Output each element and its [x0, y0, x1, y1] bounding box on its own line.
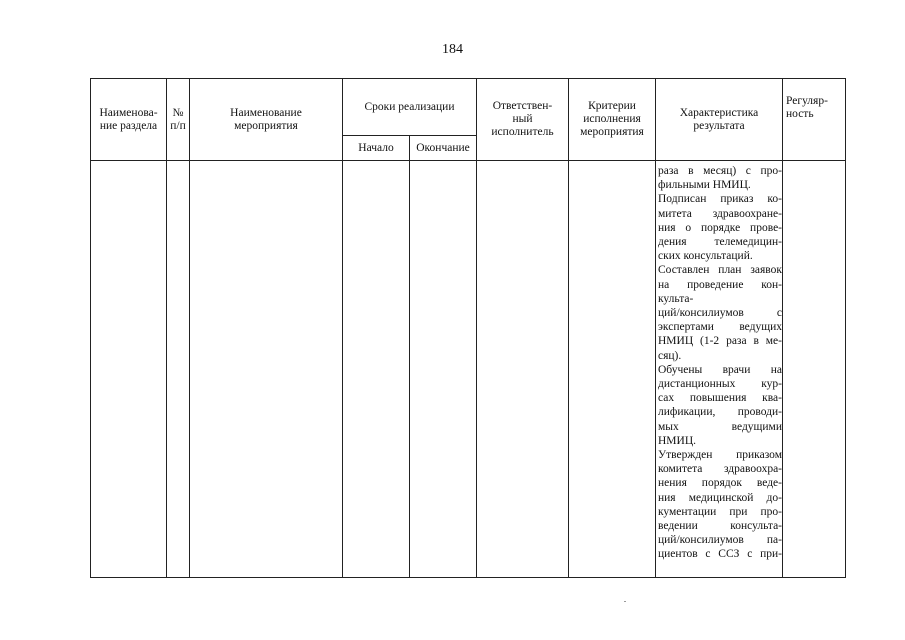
- result-line: кументации при про-: [658, 505, 782, 518]
- result-line: Утвержден приказом: [658, 449, 782, 462]
- result-line: НМИЦ (1-2 раза в ме-: [658, 335, 782, 348]
- cell-responsible: [477, 161, 569, 578]
- result-line: лификации, проводи-: [658, 406, 782, 419]
- result-line: дения телемедицин-: [658, 236, 782, 249]
- result-line: циентов с ССЗ с при-: [658, 548, 782, 561]
- result-line: на проведение кон-: [658, 278, 782, 291]
- header-number: № п/п: [167, 79, 190, 161]
- result-line: ния медицинской до-: [658, 491, 782, 504]
- header-responsible: Ответствен- ный исполнитель: [477, 79, 569, 161]
- result-line: ций/консилиумов с: [658, 307, 782, 320]
- result-line: фильными НМИЦ.: [658, 179, 751, 192]
- header-timeline: Сроки реализации: [343, 79, 477, 136]
- scan-speck: [624, 601, 626, 602]
- cell-result: [656, 161, 783, 578]
- result-line: культа-: [658, 292, 694, 305]
- result-line: ских консультаций.: [658, 250, 753, 263]
- result-line: Подписан приказ ко-: [658, 193, 782, 206]
- result-line: НМИЦ.: [658, 434, 697, 447]
- result-line: комитета здравоохра-: [658, 463, 782, 476]
- cell-criteria: [569, 161, 656, 578]
- result-line: митета здравоохране-: [658, 207, 782, 220]
- header-regularity: Регуляр- ность: [783, 79, 846, 161]
- result-text: [658, 164, 782, 562]
- cell-section-name: [91, 161, 167, 578]
- cell-end: [410, 161, 477, 578]
- header-section-name: Наименова- ние раздела: [91, 79, 167, 161]
- result-line: ведении консульта-: [658, 520, 782, 533]
- activities-table: [90, 78, 846, 578]
- cell-regularity: [783, 161, 846, 578]
- header-criteria: Критерии исполнения мероприятия: [569, 79, 656, 161]
- result-line: мых ведущими: [658, 420, 782, 433]
- result-line: ния о порядке прове-: [658, 221, 782, 234]
- header-start: Начало: [343, 136, 410, 161]
- header-activity-name: Наименование мероприятия: [190, 79, 343, 161]
- cell-number: [167, 161, 190, 578]
- result-line: Составлен план заявок: [658, 264, 782, 277]
- page-number: 184: [442, 42, 463, 57]
- result-line: ций/консилиумов па-: [658, 534, 782, 547]
- result-line: сах повышения ква-: [658, 392, 782, 405]
- result-line: Обучены врачи на: [658, 363, 782, 376]
- result-line: экспертами ведущих: [658, 321, 782, 334]
- header-result: Характеристика результата: [656, 79, 783, 161]
- result-line: сяц).: [658, 349, 682, 362]
- header-end: Окончание: [410, 136, 477, 161]
- result-line: нения порядок веде-: [658, 477, 782, 490]
- cell-activity-name: [190, 161, 343, 578]
- cell-start: [343, 161, 410, 578]
- result-line: раза в месяц) с про-: [658, 165, 782, 177]
- result-line: дистанционных кур-: [658, 378, 782, 391]
